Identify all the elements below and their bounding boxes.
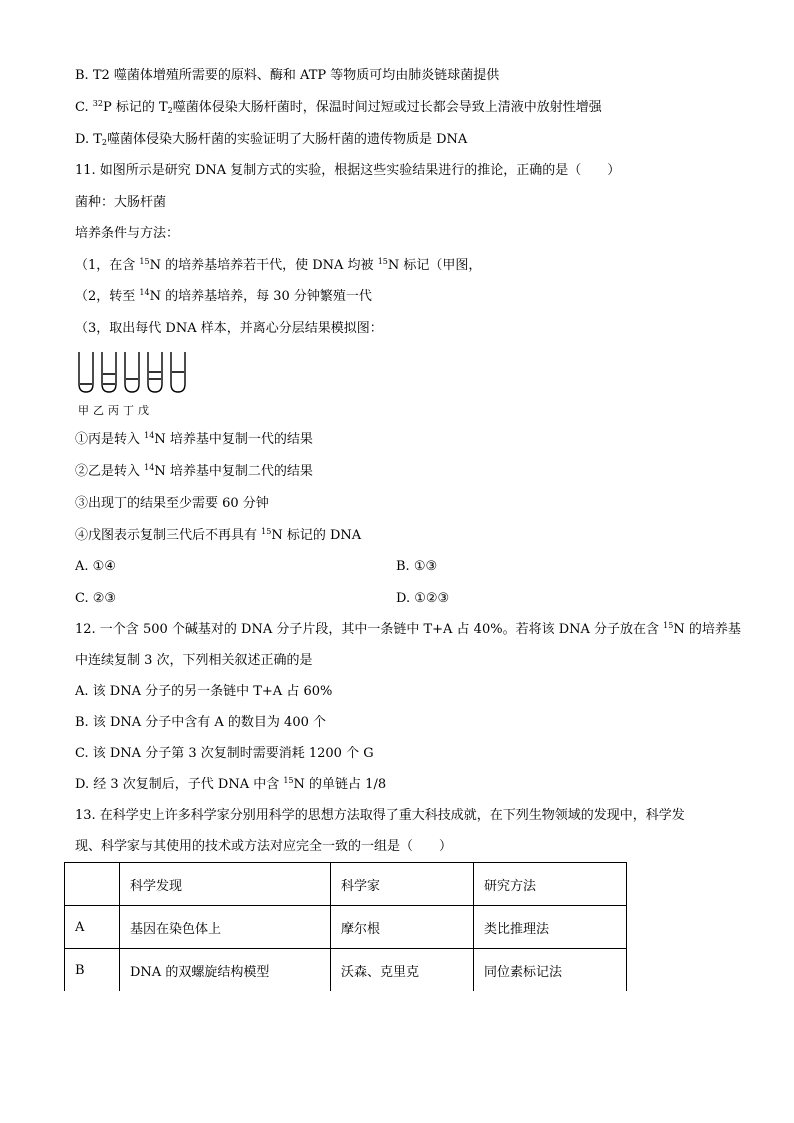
q11-option-a: A. ①④ bbox=[75, 559, 116, 574]
q13-table bbox=[64, 862, 627, 991]
q12-option-d: D. 经 3 次复制后，子代 DNA 中含 $^{15}$N 的单链占 1/8 bbox=[75, 776, 387, 792]
table-header-row bbox=[65, 863, 627, 906]
table-cell: 基因在染色体上 bbox=[120, 906, 331, 949]
q12-option-c: C. 该 DNA 分子第 3 次复制时需要消耗 1200 个 G bbox=[75, 746, 374, 761]
tube-bing bbox=[125, 352, 139, 392]
q11-step-3: （3，取出每代 DNA 样本，并离心分层结果模拟图： bbox=[75, 321, 383, 336]
table-cell: 同位素标记法 bbox=[474, 949, 627, 992]
q11-step-2: （2，转至 $^{14}$N 的培养基培养，每 30 分钟繁殖一代 bbox=[75, 288, 372, 304]
q13-stem-line-1: 13. 在科学史上许多科学家分别用科学的思想方法取得了重大科技成就，在下列生物领域的发现中，科学发 bbox=[75, 808, 685, 823]
q11-statement-2: ②乙是转入 $^{14}$N 培养基中复制二代的结果 bbox=[75, 463, 313, 479]
table-header-cell bbox=[65, 863, 120, 906]
q12-option-b: B. 该 DNA 分子中含有 A 的数目为 400 个 bbox=[75, 715, 326, 730]
q11-step-1: （1，在含 $^{15}$N 的培养基培养若干代，使 DNA 均被 $^{15}$N 标记（甲图， bbox=[75, 257, 482, 273]
table-cell: 类比推理法 bbox=[474, 906, 627, 949]
table-row bbox=[65, 949, 627, 992]
table-cell: B bbox=[65, 949, 120, 992]
tube-jia bbox=[79, 352, 93, 392]
q10-option-b: B. T2 噬菌体增殖所需要的原料、酶和 ATP 等物质可均由肺炎链球菌提供 bbox=[75, 68, 500, 83]
q11-option-c: C. ②③ bbox=[75, 591, 117, 606]
q12-option-a: A. 该 DNA 分子的另一条链中 T+A 占 60% bbox=[75, 684, 333, 699]
q10-option-c: C. $^{32}$P 标记的 $T_2$噬菌体侵染大肠杆菌时，保温时间过短或过长都会导致上清液中放射性增强 bbox=[75, 99, 602, 115]
q12-stem-line-1: 12. 一个含 500 个碱基对的 DNA 分子片段，其中一条链中 T+A 占 40%。若将该 DNA 分子放在含 $^{15}$N 的培养基 bbox=[75, 621, 741, 637]
q10-option-d: D. $T_2$噬菌体侵染大肠杆菌的实验证明了大肠杆菌的遗传物质是 DNA bbox=[75, 132, 468, 147]
table-cell: A bbox=[65, 906, 120, 949]
tube-yi bbox=[102, 352, 116, 392]
table-header-cell: 研究方法 bbox=[474, 863, 627, 906]
q11-strain: 菌种：大肠杆菌 bbox=[75, 195, 167, 210]
q11-statement-1: ①丙是转入 $^{14}$N 培养基中复制一代的结果 bbox=[75, 431, 313, 447]
table-header-cell: 科学发现 bbox=[120, 863, 331, 906]
q11-option-b: B. ①③ bbox=[396, 559, 438, 574]
table-header-cell: 科学家 bbox=[331, 863, 474, 906]
table-cell: 摩尔根 bbox=[331, 906, 474, 949]
centrifuge-tubes-figure bbox=[76, 350, 186, 395]
q12-stem-line-2: 中连续复制 3 次，下列相关叙述正确的是 bbox=[75, 653, 313, 668]
tube-labels: 甲乙丙丁戊 bbox=[78, 404, 153, 417]
table-row bbox=[65, 906, 627, 949]
q13-stem-line-2: 现、科学家与其使用的技术或方法对应完全一致的一组是（ ） bbox=[75, 839, 453, 854]
table-cell: DNA 的双螺旋结构模型 bbox=[120, 949, 331, 992]
q11-statement-4: ④戊图表示复制三代后不再具有 $^{15}$N 标记的 DNA bbox=[75, 527, 362, 543]
q11-statement-3: ③出现丁的结果至少需要 60 分钟 bbox=[75, 496, 269, 511]
table-cell: 沃森、克里克 bbox=[331, 949, 474, 992]
q11-conditions: 培养条件与方法： bbox=[75, 226, 180, 241]
q11-option-d: D. ①②③ bbox=[396, 591, 450, 606]
q11-stem: 11. 如图所示是研究 DNA 复制方式的实验，根据这些实验结果进行的推论，正确的是（ ） bbox=[75, 163, 621, 178]
